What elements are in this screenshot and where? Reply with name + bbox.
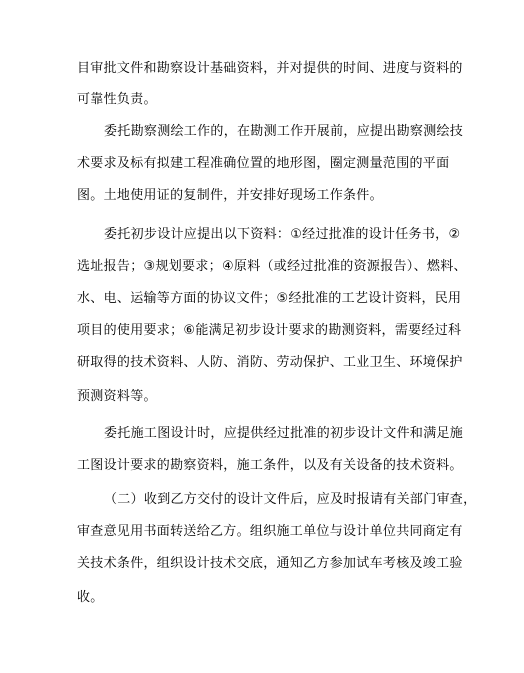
- text-line-2: 可靠性负责。: [77, 92, 157, 107]
- paragraph-preliminary-line-1: 委托初步设计应提出以下资料：①经过批准的设计任务书，②: [104, 227, 461, 242]
- text-line-1: 目审批文件和勘察设计基础资料，并对提供的时间、进度与资料的: [77, 61, 463, 76]
- paragraph-review-line-1: （二）收到乙方交付的设计文件后，应及时报请有关部门审查，: [104, 492, 477, 507]
- paragraph-preliminary-line-6: 预测资料等。: [77, 389, 157, 404]
- paragraph-preliminary-line-5: 研取得的技术资料、人防、消防、劳动保护、工业卫生、环境保护: [77, 355, 463, 370]
- paragraph-survey-line-1: 委托勘察测绘工作的，在勘测工作开展前，应提出勘察测绘技: [104, 124, 464, 139]
- paragraph-preliminary-line-3: 水、电、运输等方面的协议文件；⑤经批准的工艺设计资料，民用: [77, 291, 462, 306]
- paragraph-construction-line-1: 委托施工图设计时，应提供经过批准的初步设计文件和满足施: [104, 426, 464, 441]
- paragraph-review-line-2: 审查意见用书面转送给乙方。组织施工单位与设计单位共同商定有: [77, 524, 463, 539]
- paragraph-survey-line-3: 图。土地使用证的复制件，并安排好现场工作条件。: [77, 188, 383, 203]
- paragraph-preliminary-line-4: 项目的使用要求；⑥能满足初步设计要求的勘测资料，需要经过科: [77, 323, 462, 338]
- paragraph-survey-line-2: 术要求及标有拟建工程准确位置的地形图，圈定测量范围的平面: [77, 156, 450, 171]
- paragraph-preliminary-line-2: 选址报告；③规划要求；④原料（或经过批准的资源报告）、燃料、: [77, 259, 467, 274]
- paragraph-review-line-3: 关技术条件，组织设计技术交底，通知乙方参加试车考核及竣工验: [77, 556, 463, 571]
- paragraph-construction-line-2: 工图设计要求的勘察资料，施工条件，以及有关设备的技术资料。: [77, 458, 463, 473]
- paragraph-review-line-4: 收。: [77, 590, 104, 605]
